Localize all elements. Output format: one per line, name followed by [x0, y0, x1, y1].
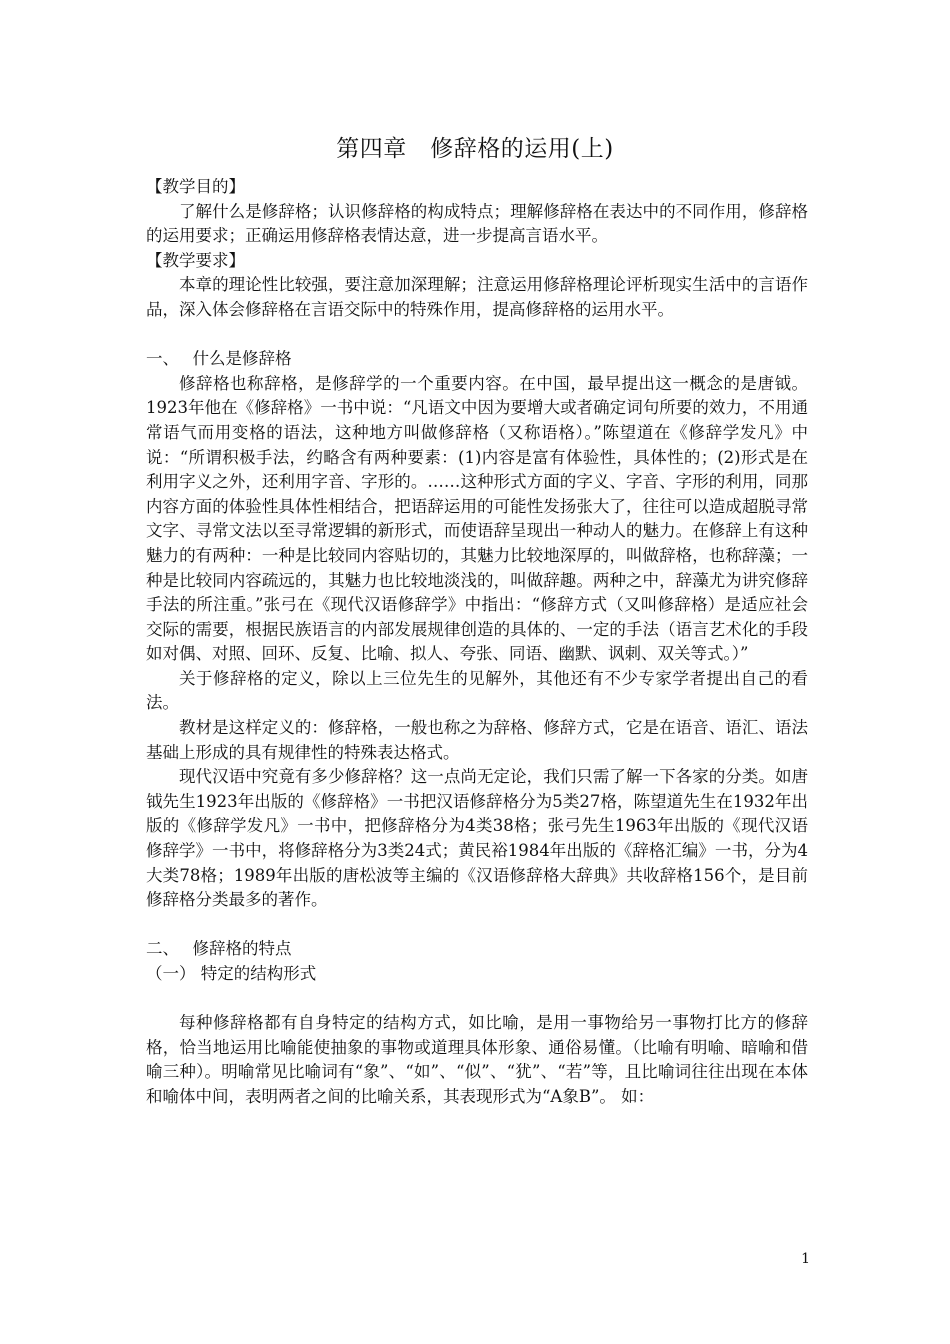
spacer	[146, 913, 808, 938]
section-1-paragraph-4: 现代汉语中究竟有多少修辞格？这一点尚无定论，我们只需了解一下各家的分类。如唐钺先生1923年出版的《修辞格》一书把汉语修辞格分为5类27格，陈望道先生在1932年出版的《修辞学发凡》一书中，把修辞格分为4类38格；张弓先生1963年出版的《现代汉语修辞学》一书中，将修辞格分为3类24式；黄民裕1984年出版的《辞格汇编》一书，分为4大类78格；1989年出版的唐松波等主编的《汉语修辞格大辞典》共收辞格156个，是目前修辞格分类最多的著作。	[146, 767, 808, 910]
teaching-requirements-text: 本章的理论性比较强，要注意加深理解；注意运用修辞格理论评析现实生活中的言语作品，深入体会修辞格在言语交际中的特殊作用，提高修辞格的运用水平。	[146, 275, 808, 319]
section-1-paragraph-1: 修辞格也称辞格，是修辞学的一个重要内容。在中国，最早提出这一概念的是唐钺。1923年他在《修辞格》一书中说：“凡语文中因为要增大或者确定词句所要的效力，不用通常语气而用变格的语法，这种地方叫做修辞格（又称语格）。”陈望道在《修辞学发凡》中说：“所谓积极手法，约略含有两种要素：(1)内容是富有体验性，具体性的；(2)形式是在利用字义之外，还利用字音、字形的。……这种形式方面的字义、字音、字形的利用，同那内容方面的体验性具体性相结合，把语辞运用的可能性发扬张大了，往往可以造成超脱寻常文字、寻常文法以至寻常逻辑的新形式，而使语辞呈现出一种动人的魅力。在修辞上有这种魅力的有两种：一种是比较同内容贴切的，其魅力比较地深厚的，叫做辞格，也称辞藻；一种是比较同内容疏远的，其魅力也比较地淡浅的，叫做辞趣。两种之中，辞藻尤为讲究修辞手法的所注重。”张弓在《现代汉语修辞学》中指出：“修辞方式（又叫修辞格）是适应社会交际的需要，根据民族语言的内部发展规律创造的具体的、一定的手法（语言艺术化的手段如对偶、对照、回环、反复、比喻、拟人、夸张、同语、幽默、讽刺、双关等式。）”	[146, 373, 808, 664]
teaching-purpose-text: 了解什么是修辞格；认识修辞格的构成特点；理解修辞格在表达中的不同作用，修辞格的运用要求；正确运用修辞格表情达意，进一步提高言语水平。	[146, 201, 808, 246]
section-1-paragraph-3: 教材是这样定义的：修辞格，一般也称之为辞格、修辞方式，它是在语音、语汇、语法基础上形成的具有规律性的特殊表达格式。	[146, 718, 808, 762]
spacer	[146, 987, 808, 1012]
teaching-requirements-heading: 【教学要求】	[146, 250, 245, 270]
section-1-paragraph-2: 关于修辞格的定义，除以上三位先生的见解外，其他还有不少专家学者提出自己的看法。	[146, 668, 808, 713]
spacer	[146, 323, 808, 348]
document-body	[146, 175, 808, 1110]
section-2-paragraph-1: 每种修辞格都有自身特定的结构方式，如比喻，是用一事物给另一事物打比方的修辞格，恰当地运用比喻能使抽象的事物或道理具体形象、通俗易懂。（比喻有明喻、暗喻和借喻三种）。明喻常见比喻词有“象”、“如”、“似”、“犹”、“若”等，且比喻词往往出现在本体和喻体中间，表明两者之间的比喻关系，其表现形式为“A象B”。 如：	[146, 1013, 808, 1106]
section-2-subheading-1: （一） 特定的结构形式	[146, 964, 317, 983]
chapter-title: 第四章 修辞格的运用(上)	[336, 136, 614, 162]
section-1-heading: 一、 什么是修辞格	[146, 349, 292, 369]
section-2-heading: 二、 修辞格的特点	[146, 939, 292, 959]
teaching-purpose-heading: 【教学目的】	[146, 177, 245, 196]
page-number: 1	[801, 1251, 810, 1267]
